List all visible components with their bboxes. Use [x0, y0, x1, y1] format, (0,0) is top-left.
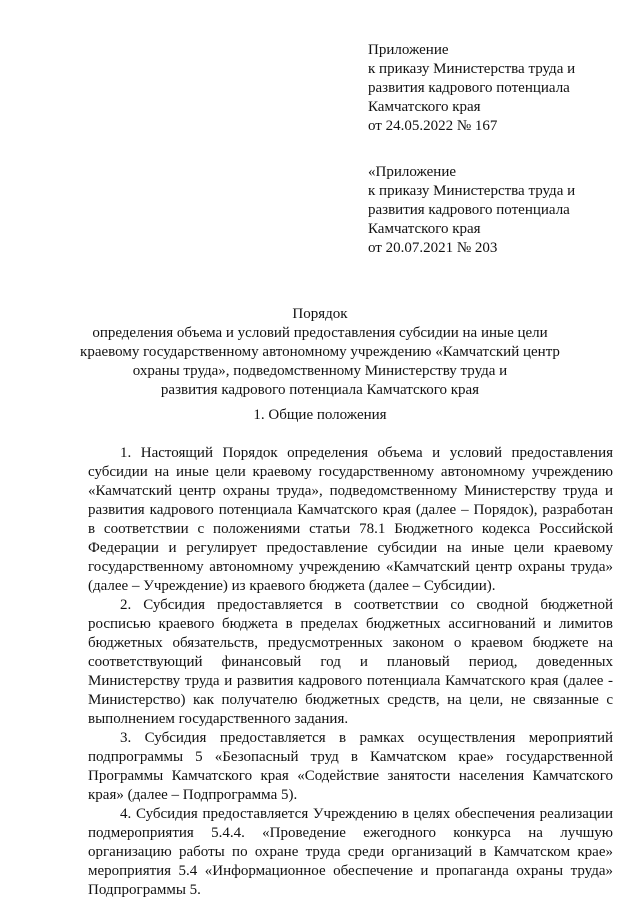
appendix-line: к приказу Министерства труда и [368, 61, 576, 77]
title-line: краевому государственному автономному учреждению «Камчатский центр [80, 344, 560, 360]
document-title [60, 305, 580, 400]
appendix-line: Камчатского края [368, 99, 481, 115]
appendix-line: развития кадрового потенциала [368, 80, 570, 96]
document-body [88, 444, 613, 900]
appendix-line: «Приложение [368, 164, 457, 180]
appendix-date-number: от 20.07.2021 № 203 [368, 240, 498, 256]
title-line: Порядок [292, 306, 348, 322]
appendix-header-current [368, 41, 630, 136]
paragraph: 3. Субсидия предоставляется в рамках осуществления мероприятий подпрограммы 5 «Безопасный труд в Камчатском крае» государственной Программы Камчатского края «Содействие занятости населения Камчатского края» (далее – Подпрограмма 5). [88, 730, 613, 803]
title-line: охраны труда», подведомственному Министерству труда и [132, 363, 508, 379]
title-line: развития кадрового потенциала Камчатского края [160, 382, 480, 398]
appendix-line: к приказу Министерства труда и [368, 183, 576, 199]
section-heading: 1. Общие положения [253, 407, 387, 423]
appendix-line: Приложение [368, 42, 449, 58]
appendix-line: Камчатского края [368, 221, 481, 237]
appendix-date-number: от 24.05.2022 № 167 [368, 118, 498, 134]
title-line: определения объема и условий предоставления субсидии на иные цели [92, 325, 548, 341]
appendix-line: развития кадрового потенциала [368, 202, 570, 218]
paragraph: 1. Настоящий Порядок определения объема и условий предоставления субсидии на иные цели краевому государственному автономному учреждению «Камчатский центр охраны труда», подведомственному Министерству труда и развития кадрового потенциала Камчатского края (далее – Порядок), разработан в соответствии с положениями статьи 78.1 Бюджетного кодекса Российской Федерации и регулирует предоставление субсидии на иные цели краевому государственному автономному учреждению «Камчатский центр охраны труда» (далее – Учреждение) из краевого бюджета (далее – Субсидии). [88, 445, 613, 594]
paragraph: 4. Субсидия предоставляется Учреждению в целях обеспечения реализации подмероприятия 5.4.4. «Проведение ежегодного конкурса на лучшую организацию работы по охране труда среди организаций в Камчатском крае» мероприятия 5.4 «Информационное обеспечение и пропаганда охраны труда» Подпрограммы 5. [88, 806, 613, 898]
appendix-header-original [368, 163, 630, 258]
paragraph: 2. Субсидия предоставляется в соответствии со сводной бюджетной росписью краевого бюджета в пределах бюджетных ассигнований и лимитов бюджетных обязательств, предусмотренных законом о краевом бюджете на соответствующий финансовый год и плановый период, доведенных Министерству труда и развития кадрового потенциала Камчатского края (далее - Министерство) как получателю бюджетных средств, на цели, не связанные с выполнением государственного задания. [88, 597, 613, 727]
